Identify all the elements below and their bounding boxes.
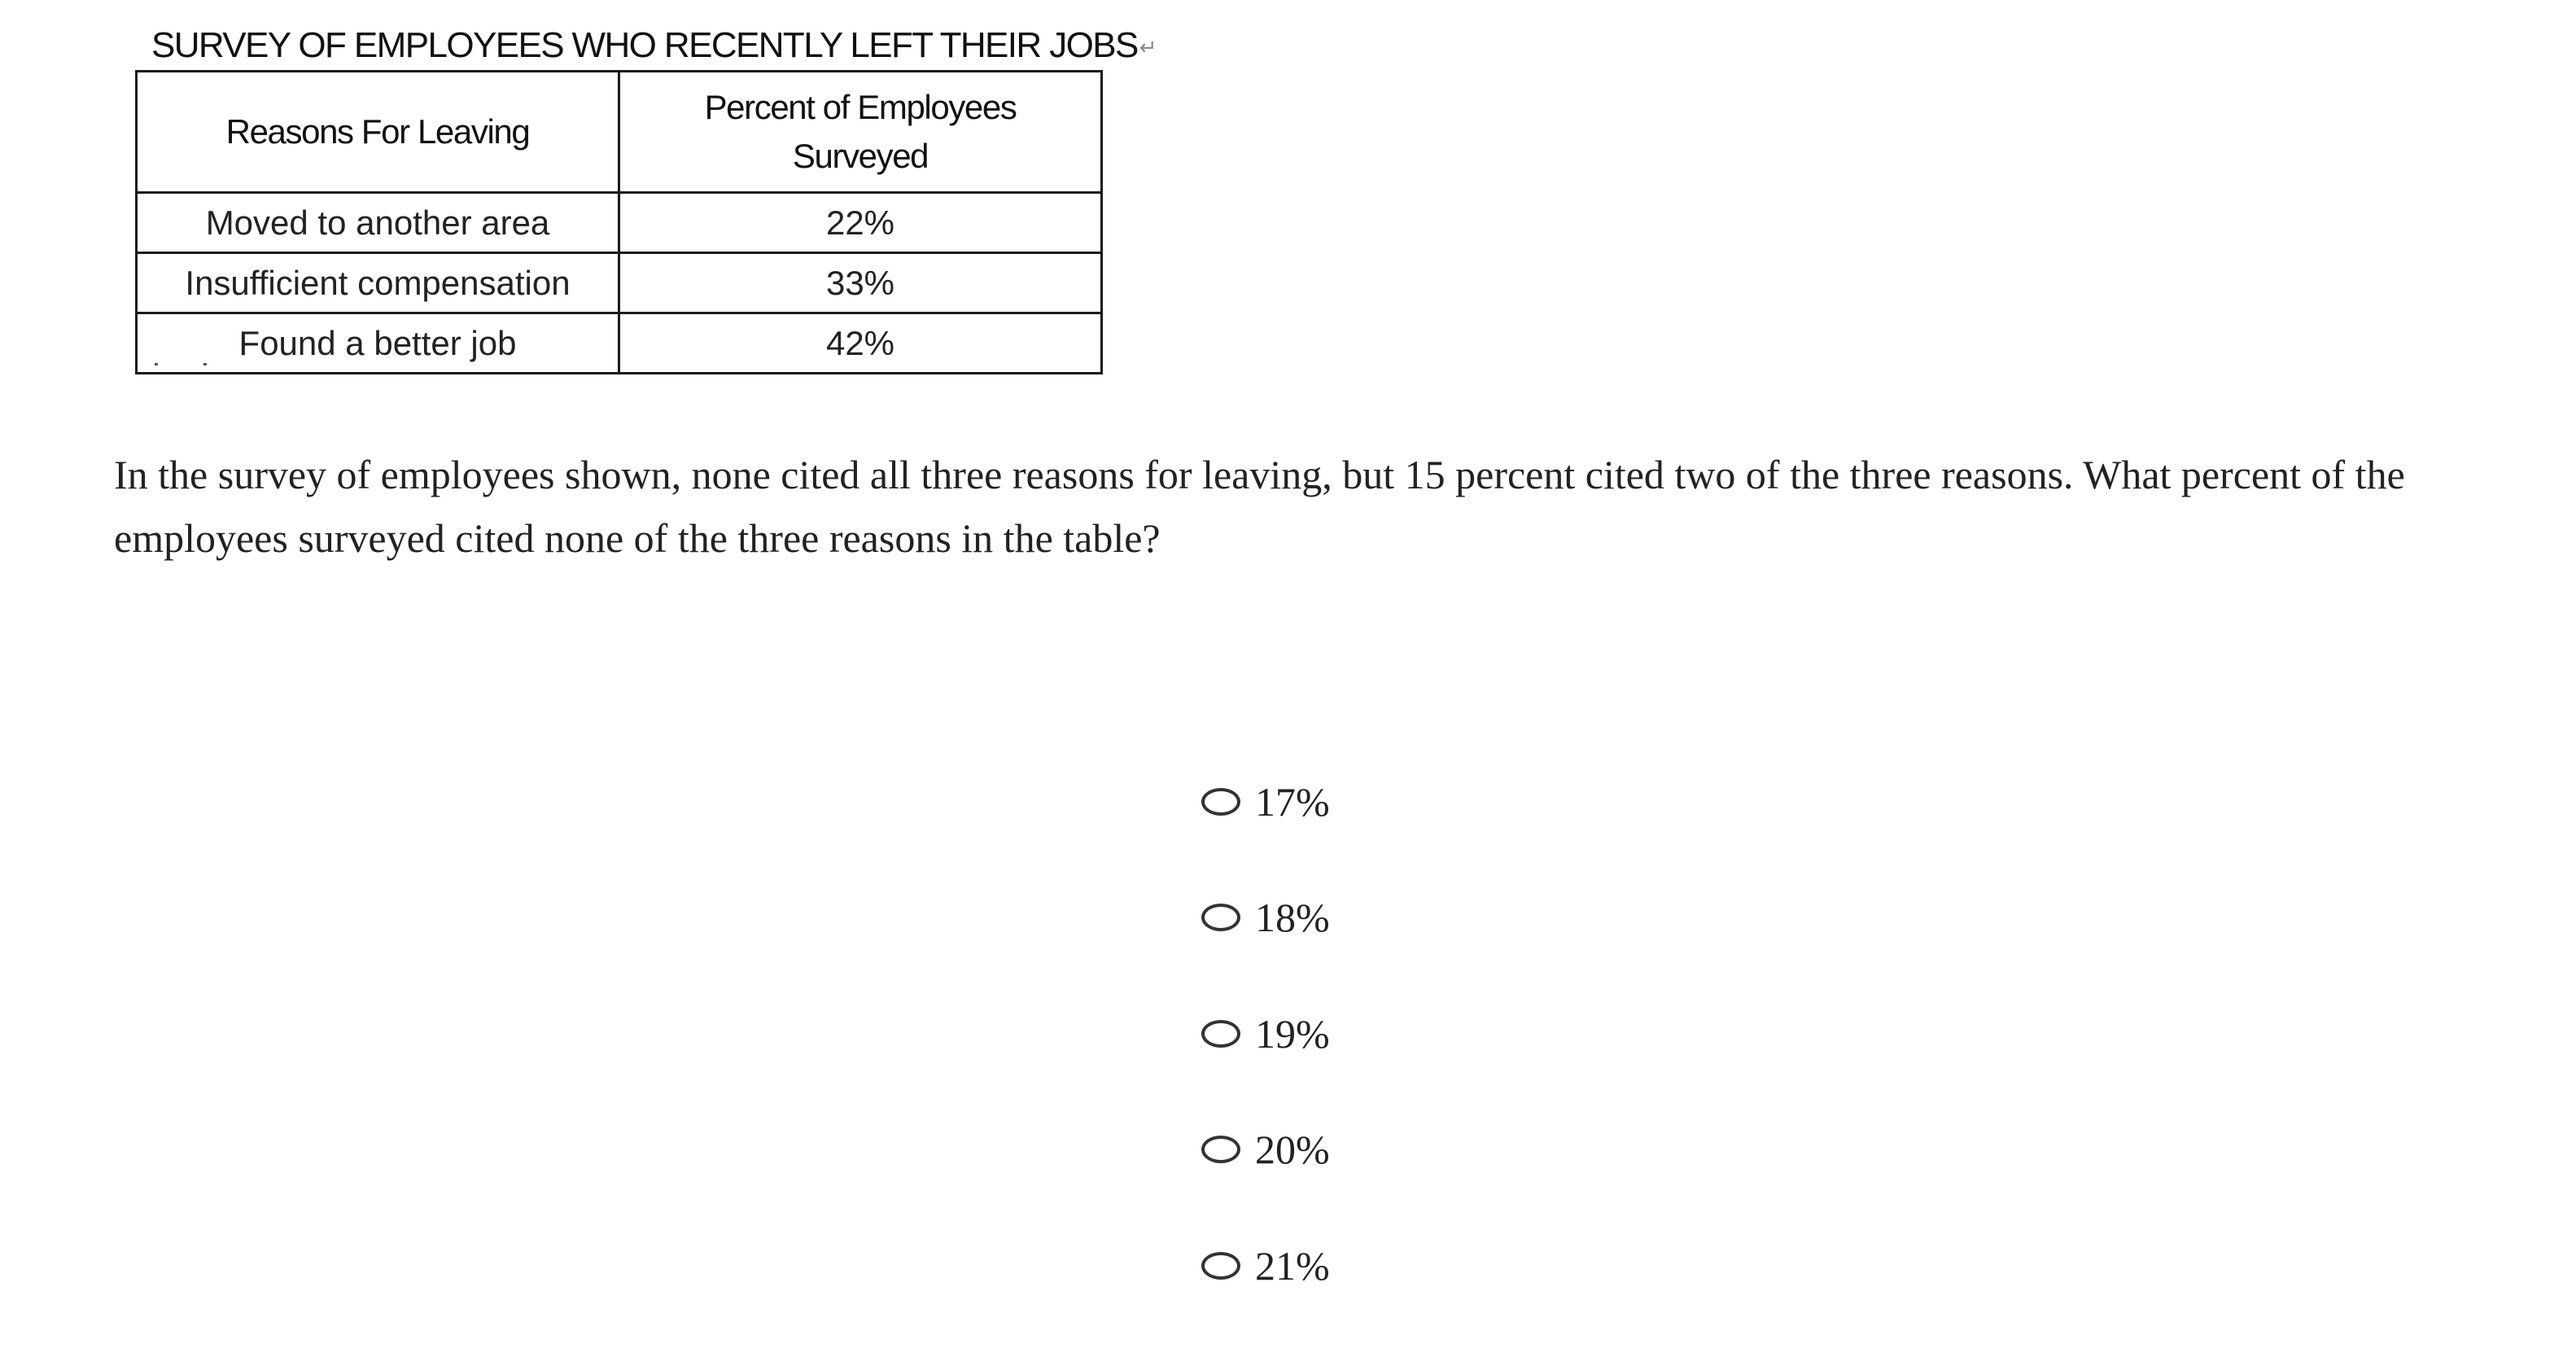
survey-table [135, 70, 1103, 374]
option-label: 17% [1255, 779, 1330, 825]
question-text: In the survey of employees shown, none cited all three reasons for leaving, but 15 percent cited two of the three reasons. What percent of the employees surveyed cited none of the three reasons in the table? [114, 452, 2405, 561]
header-reasons-label: Reasons For Leaving [225, 112, 530, 151]
option-label: 19% [1255, 1011, 1330, 1057]
option-label: 20% [1255, 1127, 1330, 1172]
row-percent: 42% [619, 313, 1102, 374]
table-title [151, 21, 1156, 72]
radio-button-icon[interactable] [1201, 1136, 1240, 1163]
option-19[interactable] [1201, 1005, 1330, 1062]
header-percent-line1: Percent of Employees [704, 88, 1017, 126]
stray-dot [203, 363, 207, 365]
row-reason: Insufficient compensation [137, 253, 619, 313]
option-20[interactable] [1201, 1121, 1330, 1178]
option-21[interactable] [1201, 1237, 1330, 1294]
option-17[interactable] [1201, 773, 1330, 830]
option-label: 21% [1255, 1243, 1330, 1289]
radio-button-icon[interactable] [1201, 1252, 1240, 1280]
stray-dot [155, 363, 158, 365]
table-title-text: SURVEY OF EMPLOYEES WHO RECENTLY LEFT THEIR JOBS [151, 25, 1138, 65]
option-label: 18% [1255, 895, 1330, 940]
table-row [137, 193, 1102, 253]
row-percent: 22% [619, 193, 1102, 253]
option-18[interactable] [1201, 889, 1330, 946]
return-mark: ↵ [1139, 35, 1156, 60]
table-row [137, 313, 1102, 374]
header-reasons [137, 72, 619, 193]
table-row [137, 253, 1102, 313]
header-percent [619, 72, 1102, 193]
row-percent: 33% [619, 253, 1102, 313]
row-reason: Found a better job [137, 313, 619, 374]
row-reason: Moved to another area [137, 193, 619, 253]
radio-button-icon[interactable] [1201, 1020, 1240, 1048]
radio-button-icon[interactable] [1201, 788, 1240, 816]
radio-button-icon[interactable] [1201, 904, 1240, 931]
stray-mark [155, 363, 212, 366]
header-percent-line2: Surveyed [792, 137, 929, 175]
table-header-row [137, 72, 1102, 193]
